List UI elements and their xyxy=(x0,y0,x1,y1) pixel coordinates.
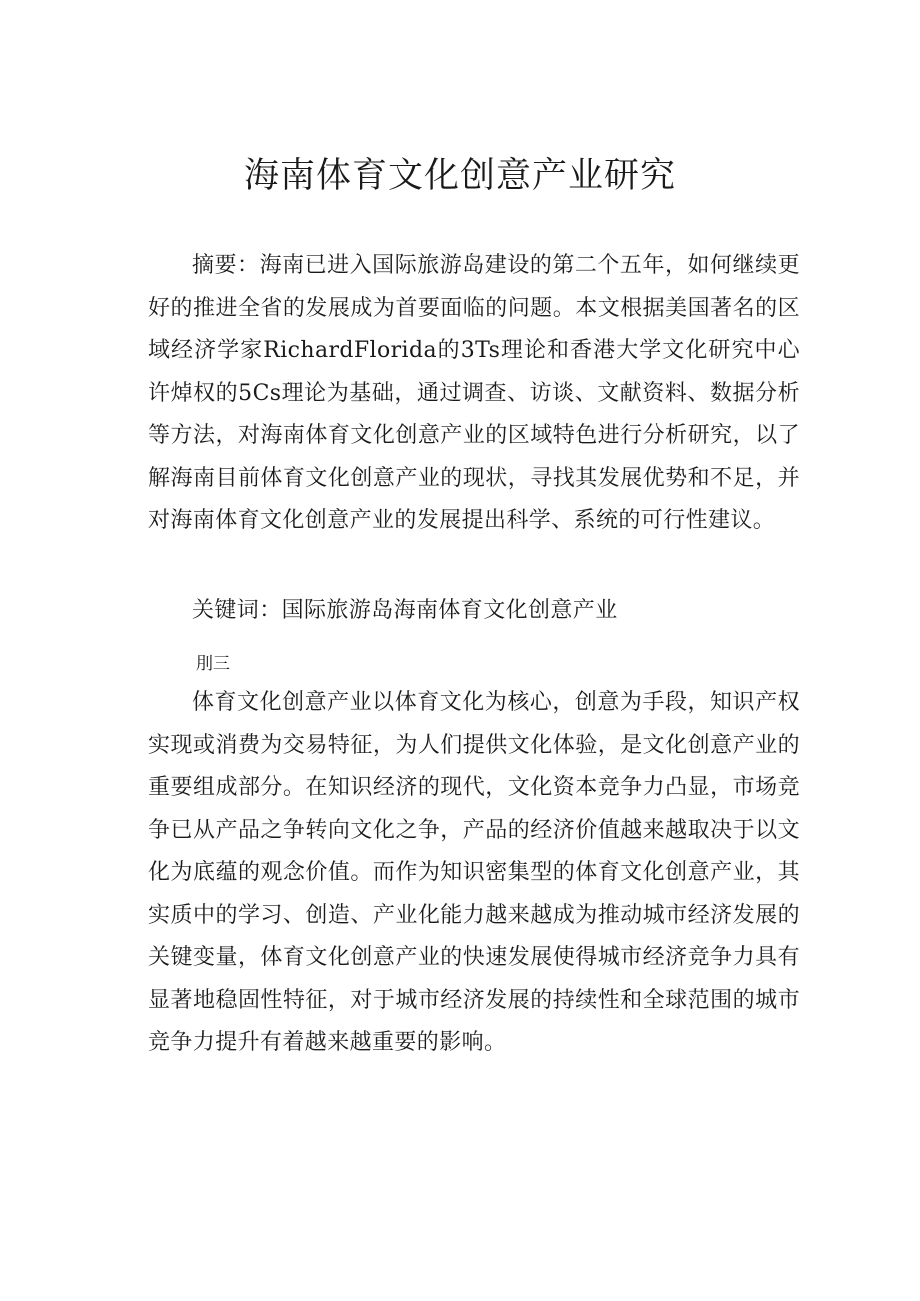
intro-paragraph: 体育文化创意产业以体育文化为核心，创意为手段，知识产权实现或消费为交易特征，为人们提供文化体验，是文化创意产业的重要组成部分。在知识经济的现代，文化资本竞争力凸显，市场竞争已从产品之争转向文化之争，产品的经济价值越来越取决于以文化为底蕴的观念价值。而作为知识密集型的体育文化创意产业，其实质中的学习、创造、产业化能力越来越成为推动城市经济发展的关键变量，体育文化创意产业的快速发展使得城市经济竞争力具有显著地稳固性特征，对于城市经济发展的持续性和全球范围的城市竞争力提升有着越来越重要的影响。 xyxy=(148,690,800,1055)
page-title: 海南体育文化创意产业研究 xyxy=(243,156,676,196)
keywords-line: 关键词：国际旅游岛海南体育文化创意产业 xyxy=(192,598,618,623)
section-heading: 刖三 xyxy=(196,654,230,674)
abstract-paragraph: 摘要：海南已进入国际旅游岛建设的第二个五年，如何继续更好的推进全省的发展成为首要面临的问题。本文根据美国著名的区域经济学家RichardFlorida的3Ts理论和香港大学文化研究中心许焯权的5Cs理论为基础，通过调查、访谈、文献资料、数据分析等方法，对海南体育文化创意产业的区域特色进行分析研究，以了解海南目前体育文化创意产业的现状，寻找其发展优势和不足，并对海南体育文化创意产业的发展提出科学、系统的可行性建议。 xyxy=(148,253,800,533)
